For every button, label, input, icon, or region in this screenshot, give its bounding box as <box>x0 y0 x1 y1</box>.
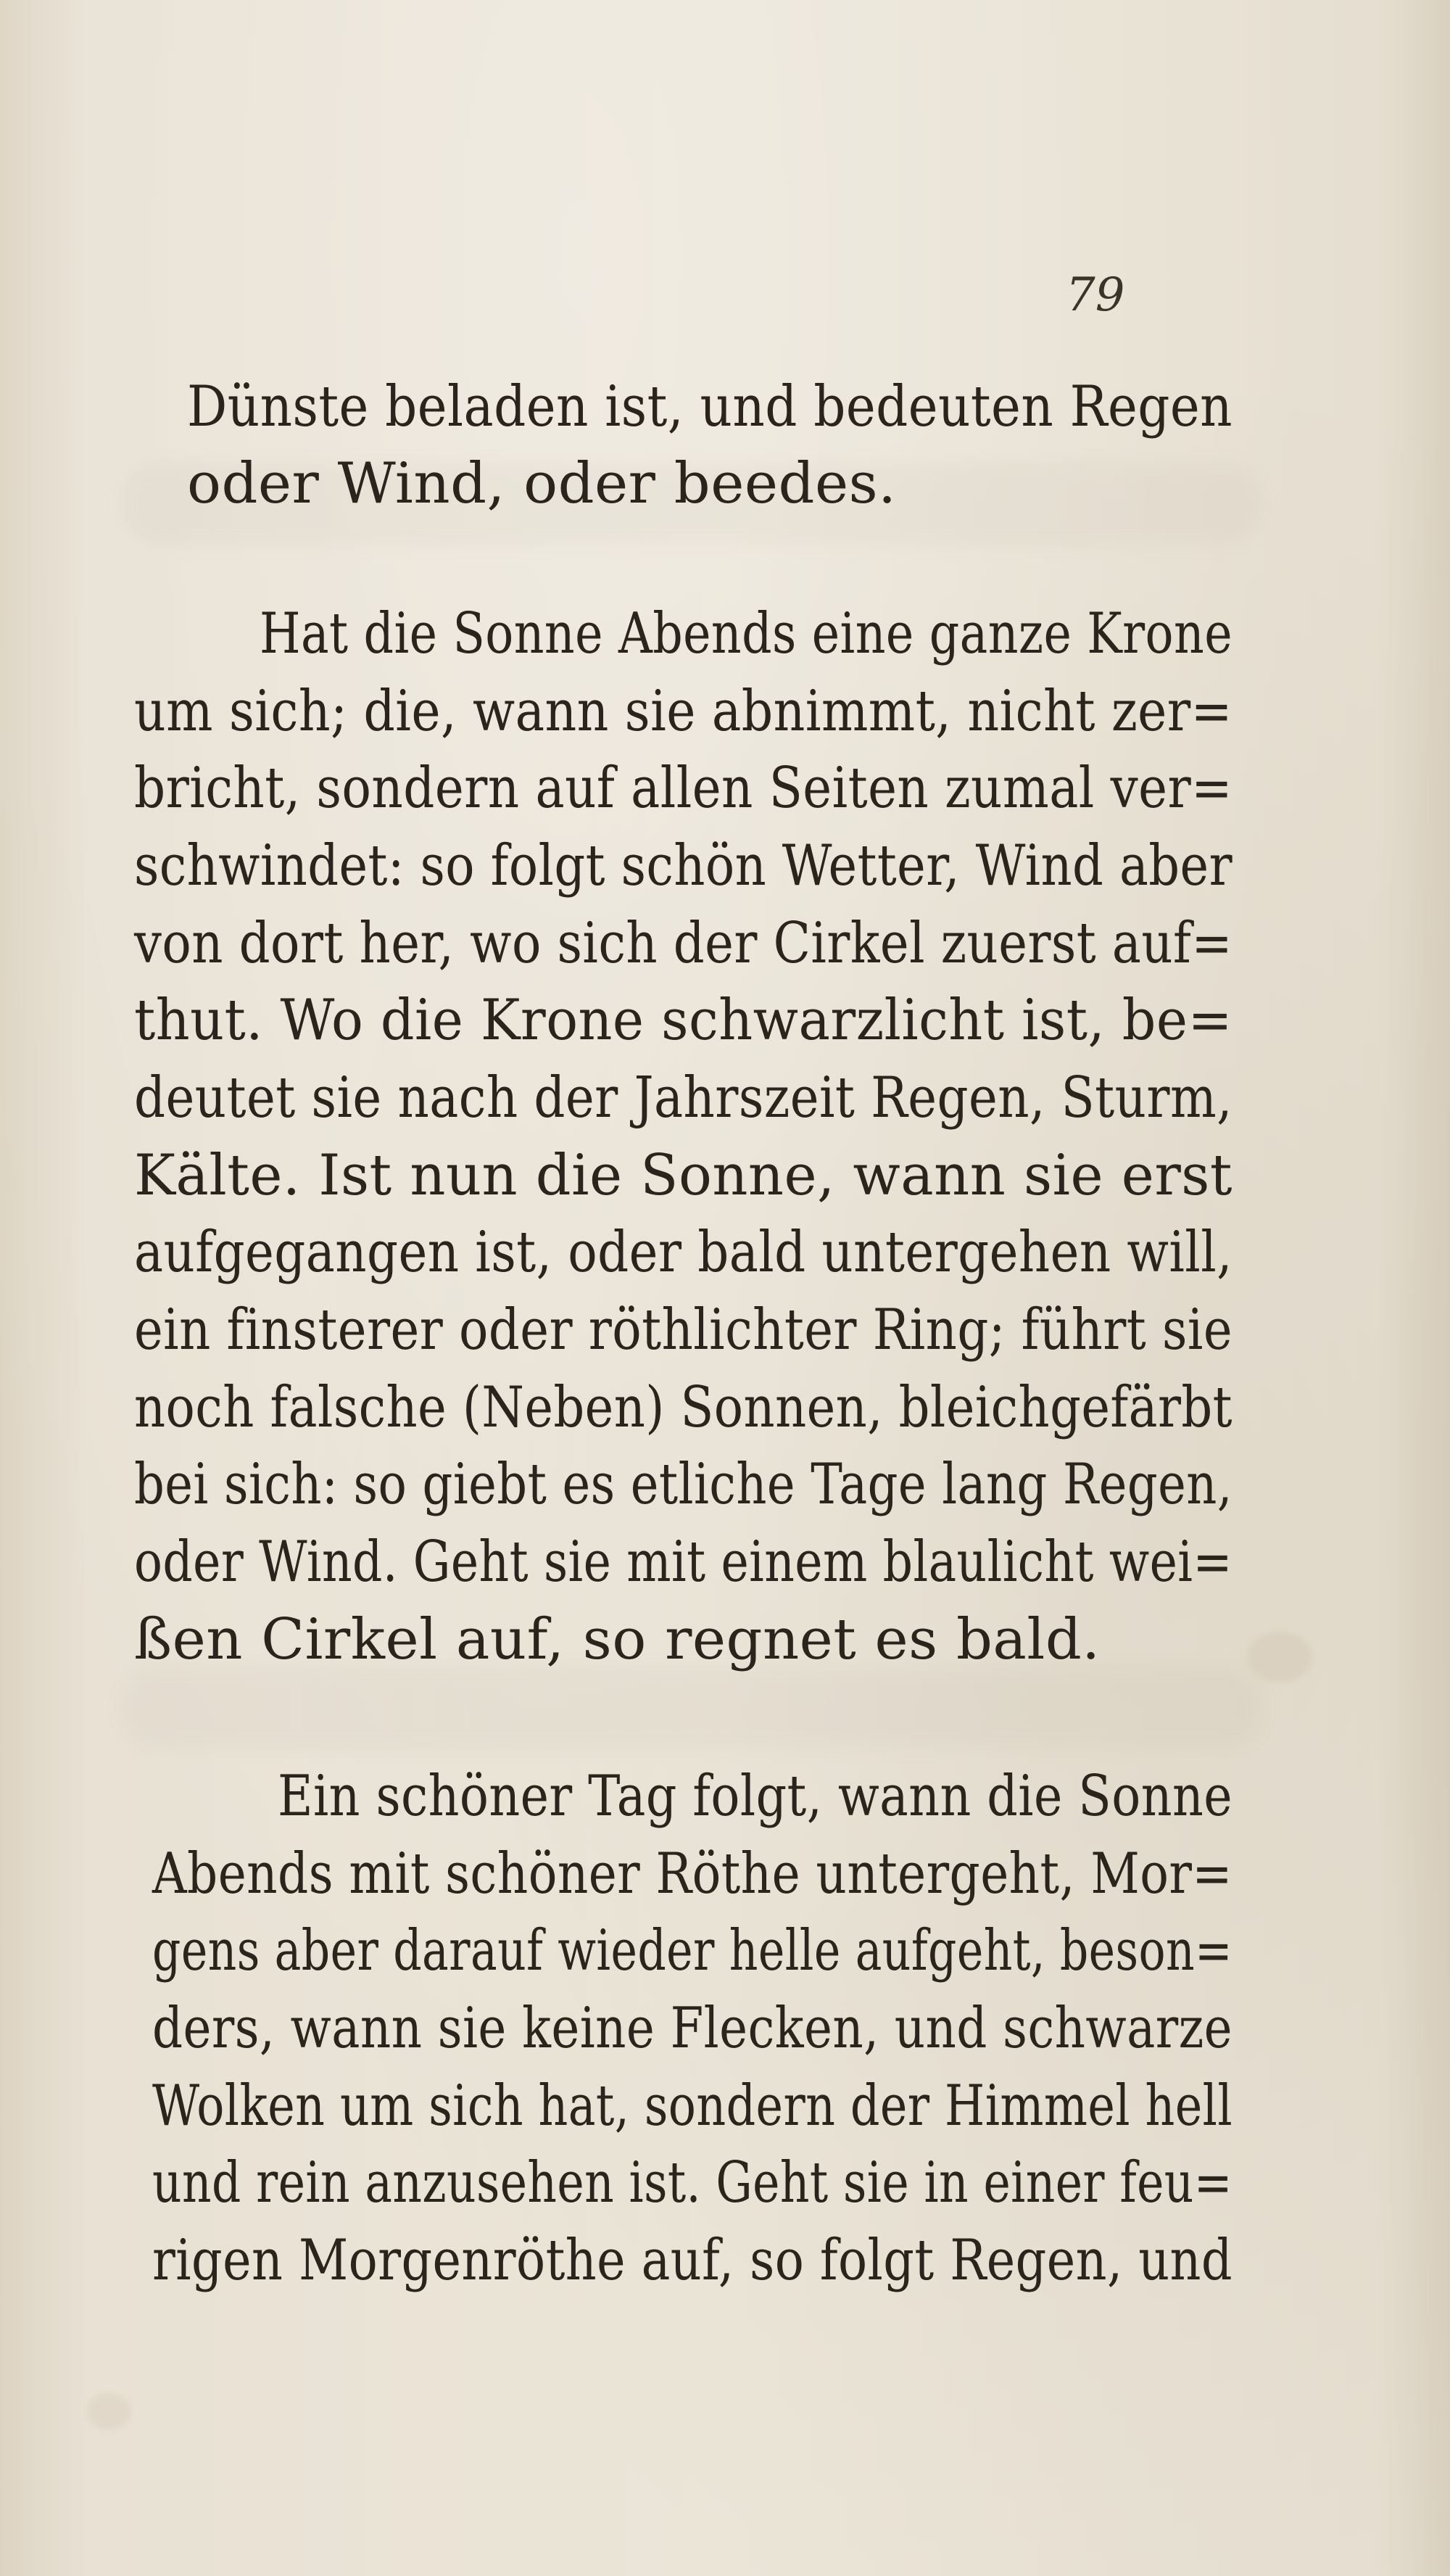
paper-stain <box>1247 1632 1312 1683</box>
text-line-17: Ein schöner Tag folgt, wann die Sonne <box>278 1764 1232 1829</box>
text-line-22: und rein anzusehen ist. Geht sie in einer feu= <box>152 2150 1232 2216</box>
text-line-10: Kälte. Ist nun die Sonne, wann sie erst <box>134 1143 1232 1208</box>
text-line-18: Abends mit schöner Röthe untergeht, Mor= <box>152 1841 1232 1907</box>
text-line-12: ein finsterer oder röthlichter Ring; führt sie <box>134 1297 1232 1363</box>
text-line-3: Hat die Sonne Abends eine ganze Krone <box>260 601 1232 666</box>
text-line-11: aufgegangen ist, oder bald untergehen will, <box>134 1220 1232 1285</box>
text-line-16: ßen Cirkel auf, so regnet es bald. <box>134 1607 1101 1672</box>
bleed-through-shadow <box>123 1668 1262 1748</box>
text-line-15: oder Wind. Geht sie mit einem blaulicht wei= <box>134 1530 1232 1595</box>
text-line-8: thut. Wo die Krone schwarzlicht ist, be= <box>134 988 1232 1053</box>
text-line-2: oder Wind, oder beedes. <box>187 451 897 516</box>
text-line-23: rigen Morgenröthe auf, so folgt Regen, und <box>152 2228 1232 2293</box>
text-line-7: von dort her, wo sich der Cirkel zuerst auf= <box>134 911 1232 976</box>
text-line-19: gens aber darauf wieder helle aufgeht, beson= <box>152 1918 1232 1983</box>
text-line-6: schwindet: so folgt schön Wetter, Wind aber <box>134 833 1232 899</box>
text-line-14: bei sich: so giebt es etliche Tage lang Regen, <box>134 1452 1232 1517</box>
text-line-13: noch falsche (Neben) Sonnen, bleichgefärbt <box>134 1375 1232 1440</box>
text-line-5: bricht, sondern auf allen Seiten zumal ver= <box>134 756 1232 821</box>
text-line-4: um sich; die, wann sie abnimmt, nicht zer= <box>134 679 1232 744</box>
page-number: 79 <box>1066 268 1125 322</box>
text-line-21: Wolken um sich hat, sondern der Himmel hell <box>152 2073 1232 2139</box>
text-line-20: ders, wann sie keine Flecken, und schwarze <box>152 1996 1232 2061</box>
paper-stain <box>87 2393 130 2430</box>
text-line-1: Dünste beladen ist, und bedeuten Regen <box>187 374 1232 439</box>
text-line-9: deutet sie nach der Jahrszeit Regen, Sturm, <box>134 1065 1232 1131</box>
